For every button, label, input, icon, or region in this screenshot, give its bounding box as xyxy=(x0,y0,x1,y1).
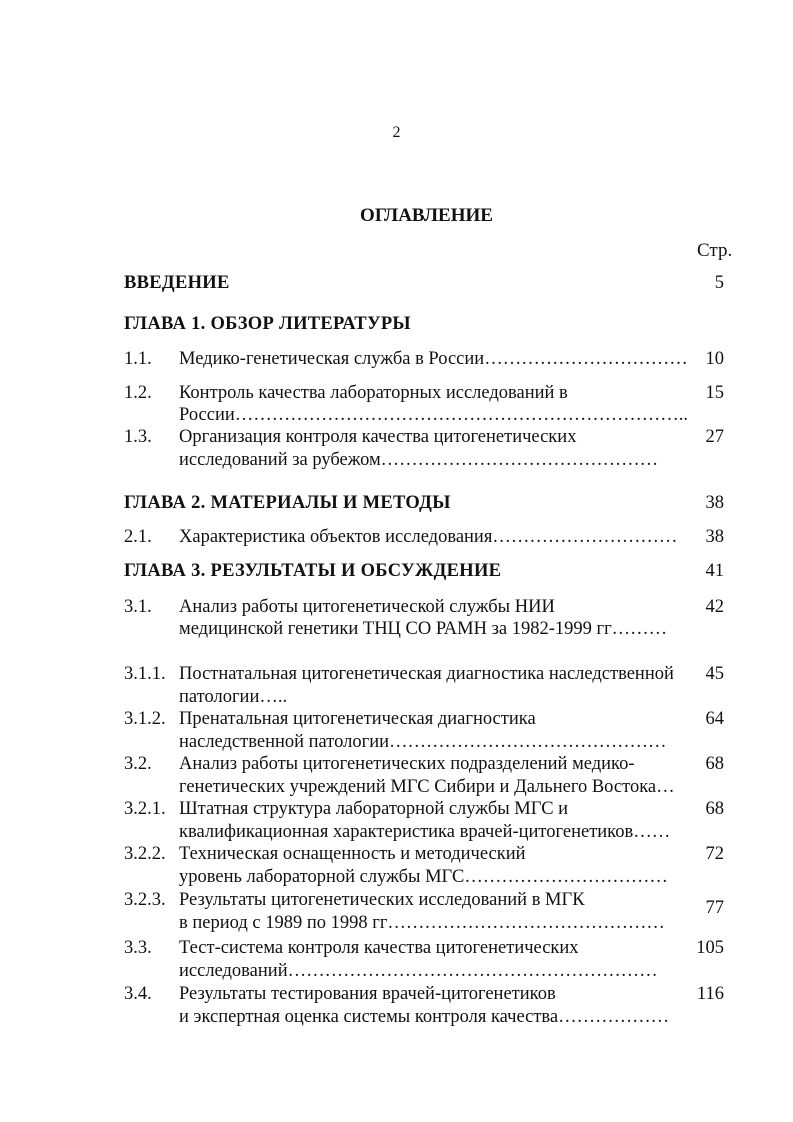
toc-entry-title-cont: исследований за рубежом……………………………………… xyxy=(179,450,659,470)
toc-entry-page: 68 xyxy=(705,754,724,774)
toc-intro-page: 5 xyxy=(714,273,724,293)
toc-entry-title: Пренатальная цитогенетическая диагностика xyxy=(179,709,536,729)
toc-entry-title: Техническая оснащенность и методический xyxy=(179,844,526,864)
toc-entry-title: Результаты цитогенетических исследований в МГК xyxy=(179,890,585,910)
toc-entry-number: 3.1.2. xyxy=(124,709,166,729)
toc-entry-number: 3.2.1. xyxy=(124,799,166,819)
toc-entry-title: Анализ работы цитогенетических подразделений медико- xyxy=(179,754,635,774)
toc-entry-number: 3.3. xyxy=(124,938,152,958)
page-number: 2 xyxy=(392,124,401,141)
toc-entry-title: Медико-генетическая служба в России…………………………… xyxy=(179,349,688,369)
toc-entry-title: Штатная структура лабораторной службы МГС и xyxy=(179,799,569,819)
toc-entry-page: 116 xyxy=(696,984,724,1004)
toc-entry-title: Результаты тестирования врачей-цитогенетиков xyxy=(179,984,556,1004)
toc-chapter-3-page: 41 xyxy=(705,561,724,581)
toc-entry-title: Анализ работы цитогенетической службы НИИ xyxy=(179,597,555,617)
toc-entry-title: Постнатальная цитогенетическая диагностика наследственной xyxy=(179,664,674,684)
toc-entry-title-cont: уровень лабораторной службы МГС…………………………… xyxy=(179,867,668,887)
toc-entry-number: 3.2.2. xyxy=(124,844,166,864)
toc-entry-page: 42 xyxy=(705,597,724,617)
toc-chapter-2-page: 38 xyxy=(705,493,724,513)
toc-entry-number: 3.2. xyxy=(124,754,152,774)
toc-entry-title-cont: генетических учреждений МГС Сибири и Дальнего Востока… xyxy=(179,777,675,797)
toc-entry-title-cont: России……………………………………………………………….. xyxy=(179,405,689,425)
page-column-label: Стр. xyxy=(697,240,733,261)
toc-entry-title-cont: и экспертная оценка системы контроля качества……………… xyxy=(179,1007,670,1027)
toc-entry-number: 1.2. xyxy=(124,383,152,403)
toc-entry-title-cont: исследований…………………………………………………… xyxy=(179,961,658,981)
toc-entry-page: 77 xyxy=(705,898,724,918)
toc-entry-number: 3.1. xyxy=(124,597,152,617)
toc-entry-page: 38 xyxy=(705,527,724,547)
toc-entry-page: 68 xyxy=(705,799,724,819)
toc-entry-title-cont: медицинской генетики ТНЦ СО РАМН за 1982-1999 гг……… xyxy=(179,619,668,639)
toc-entry-page: 27 xyxy=(705,427,724,447)
toc-entry-number: 2.1. xyxy=(124,527,152,547)
toc-entry-number: 1.1. xyxy=(124,349,152,369)
toc-entry-title: Тест-система контроля качества цитогенетических xyxy=(179,938,579,958)
toc-entry-page: 15 xyxy=(705,383,724,403)
toc-entry-title-cont: в период с 1989 по 1998 гг……………………………………… xyxy=(179,913,665,933)
toc-entry-number: 3.4. xyxy=(124,984,152,1004)
toc-entry-number: 1.3. xyxy=(124,427,152,447)
toc-entry-title-cont: наследственной патологии……………………………………… xyxy=(179,732,667,752)
toc-entry-page: 64 xyxy=(705,709,724,729)
toc-entry-page: 10 xyxy=(705,349,724,369)
toc-entry-page: 72 xyxy=(705,844,724,864)
toc-title: ОГЛАВЛЕНИЕ xyxy=(360,205,493,226)
toc-entry-title-cont: патологии….. xyxy=(179,687,288,707)
toc-chapter-3: ГЛАВА 3. РЕЗУЛЬТАТЫ И ОБСУЖДЕНИЕ xyxy=(124,561,502,581)
toc-entry-title: Характеристика объектов исследования………………………… xyxy=(179,527,678,547)
toc-entry-number: 3.2.3. xyxy=(124,890,166,910)
toc-entry-title: Контроль качества лабораторных исследований в xyxy=(179,383,568,403)
toc-entry-title: Организация контроля качества цитогенетических xyxy=(179,427,577,447)
toc-chapter-1: ГЛАВА 1. ОБЗОР ЛИТЕРАТУРЫ xyxy=(124,314,411,334)
toc-entry-title-cont: квалификационная характеристика врачей-цитогенетиков…… xyxy=(179,822,671,842)
toc-entry-page: 45 xyxy=(705,664,724,684)
toc-entry-page: 105 xyxy=(696,938,724,958)
toc-intro-label: ВВЕДЕНИЕ xyxy=(124,273,230,293)
toc-entry-number: 3.1.1. xyxy=(124,664,166,684)
toc-chapter-2: ГЛАВА 2. МАТЕРИАЛЫ И МЕТОДЫ xyxy=(124,493,451,513)
